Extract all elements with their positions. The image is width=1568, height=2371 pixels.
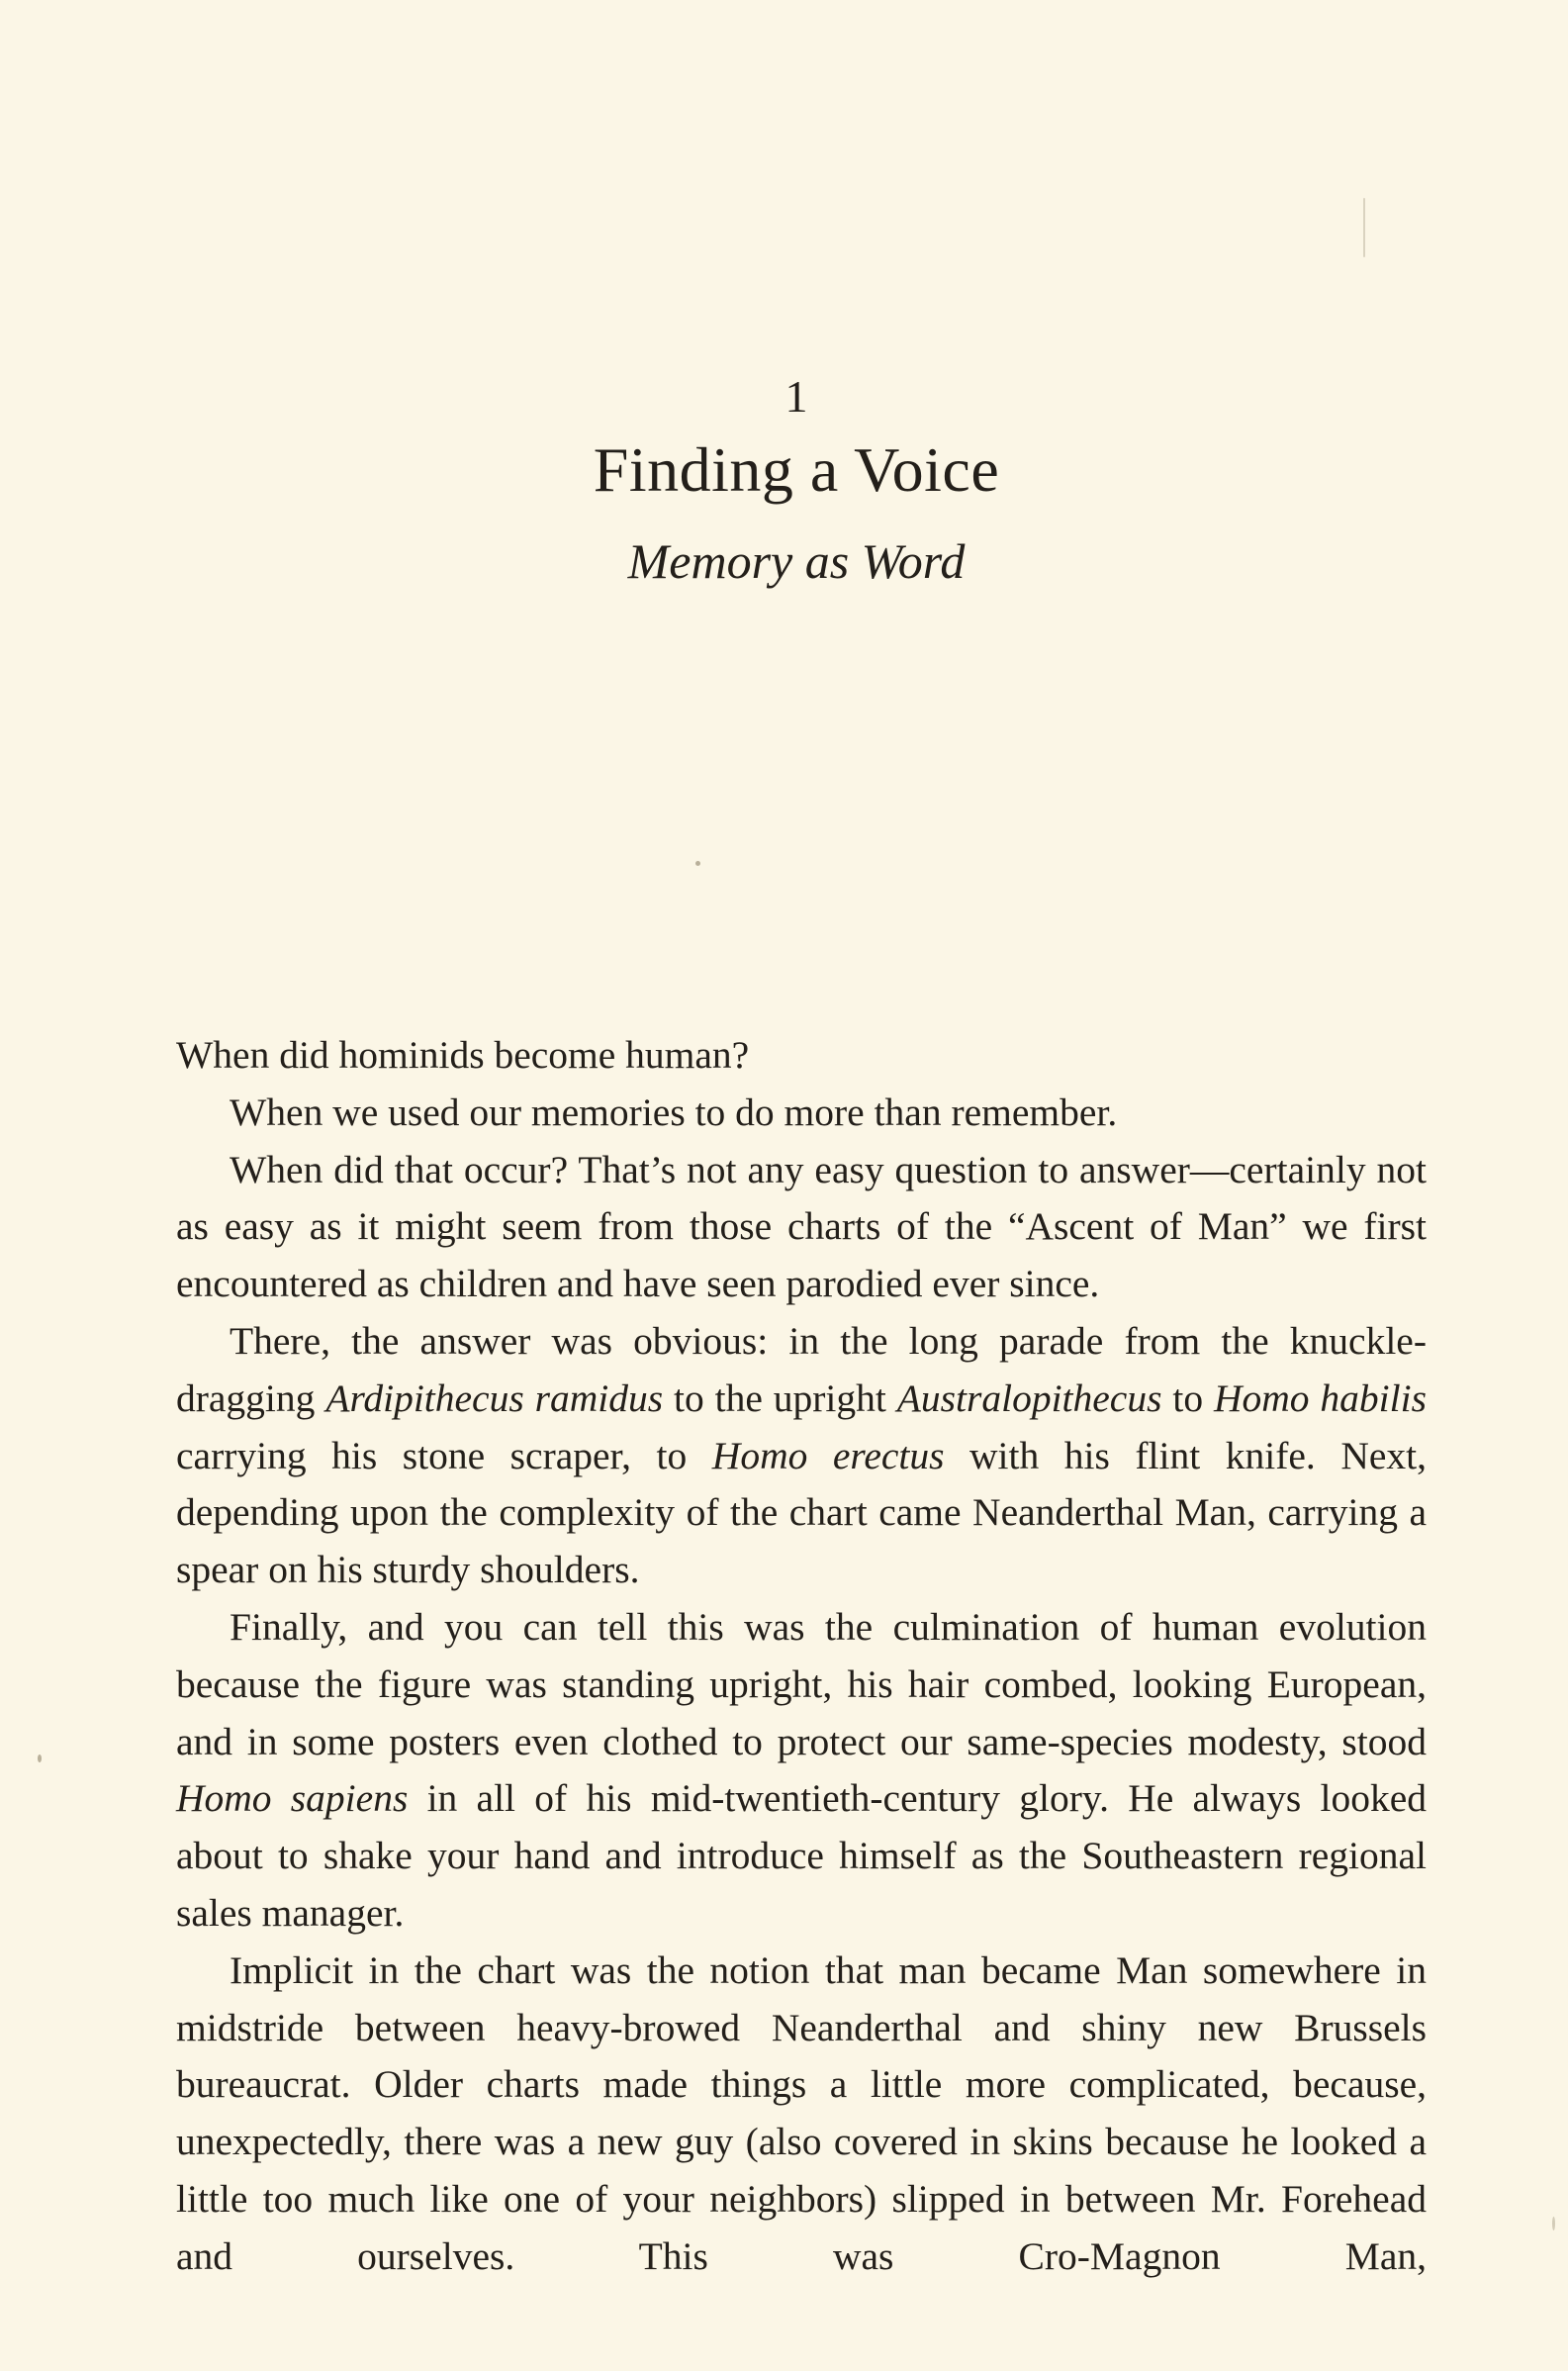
paragraph bbox=[176, 1027, 1427, 1085]
text-segment: When did that occur? That’s not any easy question to answer—certainly not as easy as it might seem from those charts of the “Ascent of Man” we first encountered as children and have seen parodied ever since. bbox=[176, 1147, 1427, 1306]
paragraph bbox=[176, 1313, 1427, 1599]
chapter-title: Finding a Voice bbox=[593, 434, 1000, 505]
text-segment: with his flint knife. Next, depending upon the complexity of the chart came Neanderthal Man, carrying a spear on his sturdy shoulders. bbox=[176, 1433, 1427, 1592]
text-segment: Implicit in the chart was the notion that man became Man somewhere in midstride between heavy-browed Neanderthal and shiny new Brussels bureaucrat. Older charts made things a little more complicated, because, unexpectedly, there was a new guy (also covered in skins because he looked a little too much like one of your neighbors) slipped in between Mr. Forehead and ourselves. This was Cro-Magnon Man, bbox=[176, 1947, 1427, 2278]
paragraph bbox=[176, 1943, 1427, 2286]
italic-term: Ardipithecus ramidus bbox=[325, 1375, 664, 1420]
chapter-subtitle: Memory as Word bbox=[627, 533, 966, 589]
italic-term: Australopithecus bbox=[896, 1375, 1162, 1420]
text-segment: Finally, and you can tell this was the culmination of human evolution because the figure was standing upright, his hair combed, looking European, and in some posters even clothed to protect our same-species modesty, stood bbox=[176, 1604, 1427, 1763]
text-segment: in all of his mid-twentieth-century glory. He always looked about to shake your hand and introduce himself as the Southeastern regional sales manager. bbox=[176, 1776, 1427, 1935]
paragraph bbox=[176, 1085, 1427, 1142]
text-segment: carrying his stone scraper, to bbox=[176, 1433, 712, 1477]
italic-term: Homo sapiens bbox=[176, 1776, 409, 1821]
paragraph bbox=[176, 1599, 1427, 1943]
italic-term: Homo erectus bbox=[711, 1433, 945, 1477]
body-text bbox=[176, 1027, 1427, 2286]
scan-speck bbox=[1552, 2217, 1555, 2230]
scan-speck bbox=[38, 1755, 42, 1762]
scan-speck bbox=[1363, 198, 1365, 257]
chapter-number: 1 bbox=[784, 371, 808, 422]
text-segment: When did hominids become human? bbox=[176, 1033, 750, 1077]
scan-speck bbox=[695, 861, 700, 866]
text-segment: to the upright bbox=[663, 1375, 897, 1420]
text-segment: to bbox=[1161, 1375, 1214, 1420]
paragraph bbox=[176, 1142, 1427, 1313]
text-segment: There, the answer was obvious: in the long parade from the knuckle-dragging bbox=[176, 1318, 1427, 1420]
italic-term: Homo habilis bbox=[1213, 1375, 1427, 1420]
text-segment: When we used our memories to do more than remember. bbox=[230, 1090, 1118, 1134]
